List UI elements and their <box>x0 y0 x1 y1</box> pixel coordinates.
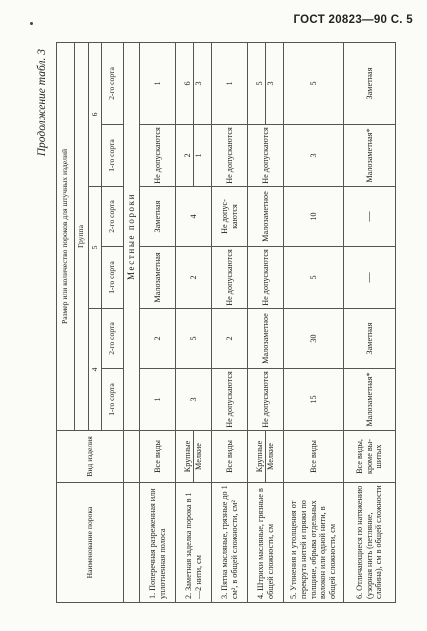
col-size: Размер или количество пороков для штучных изделий <box>57 42 75 430</box>
rotated-table-frame <box>34 43 404 603</box>
table-row: 3. Пятна масляные, грязные до 1 см², в общей сложности, см² Все виды Не допускаются 2 Не допускаются Не допускаются Не допускаются 1 <box>212 42 248 602</box>
table-row: 1. Поперечная разреженная или уплотненная полоса Все виды 1 2 Малозаметная Заметная Не допускаются 1 <box>140 42 176 602</box>
col-group: Группа <box>75 42 89 430</box>
col-defect: Наименование порока <box>57 483 124 603</box>
table-row: 4. Штрихи масляные, грязные в общей сложности, см Крупные Мелкие Не допускаются Малозаметное Не допускаются Малозаметное Не допускаются 5 3 <box>248 42 284 602</box>
table-row: 2. Заметная заделка порока в 1—2 нити, см Крупные Мелкие 3 5 2 4 2 1 6 3 <box>176 42 212 602</box>
grade-1: 1-го сорта <box>102 369 124 431</box>
gost-header: ГОСТ 20823—90 С. 5 <box>293 14 413 26</box>
defects-table <box>56 42 396 603</box>
group-5: 5 <box>89 187 102 309</box>
group-4: 4 <box>89 309 102 431</box>
section-title: Местные пороки <box>124 42 140 430</box>
grade-2: 2-го сорта <box>102 309 124 369</box>
table-row: 5. Утонения и утолщения от перекрута нитей и пряжи по толщине, обрыва отдельных волокон или одной нити, в общей сложности, см Все виды 15 30 5 10 3 5 <box>284 42 344 602</box>
group-6: 6 <box>89 42 102 186</box>
page-dot <box>30 22 33 25</box>
grade-1: 1-го сорта <box>102 125 124 187</box>
table-row: 6. Отличающиеся по натяжению (узорная нить (петляние, слабина), см в общей сложности Все виды, кроме вышитых Малозаметная* Заметная — — Малозаметная* Заметная <box>344 42 396 602</box>
grade-1: 1-го сорта <box>102 247 124 309</box>
grade-2: 2-го сорта <box>102 187 124 247</box>
col-kind: Вид изделия <box>57 431 124 483</box>
continuation-label: Продолжение табл. 3 <box>36 49 48 157</box>
grade-2: 2-го сорта <box>102 42 124 124</box>
